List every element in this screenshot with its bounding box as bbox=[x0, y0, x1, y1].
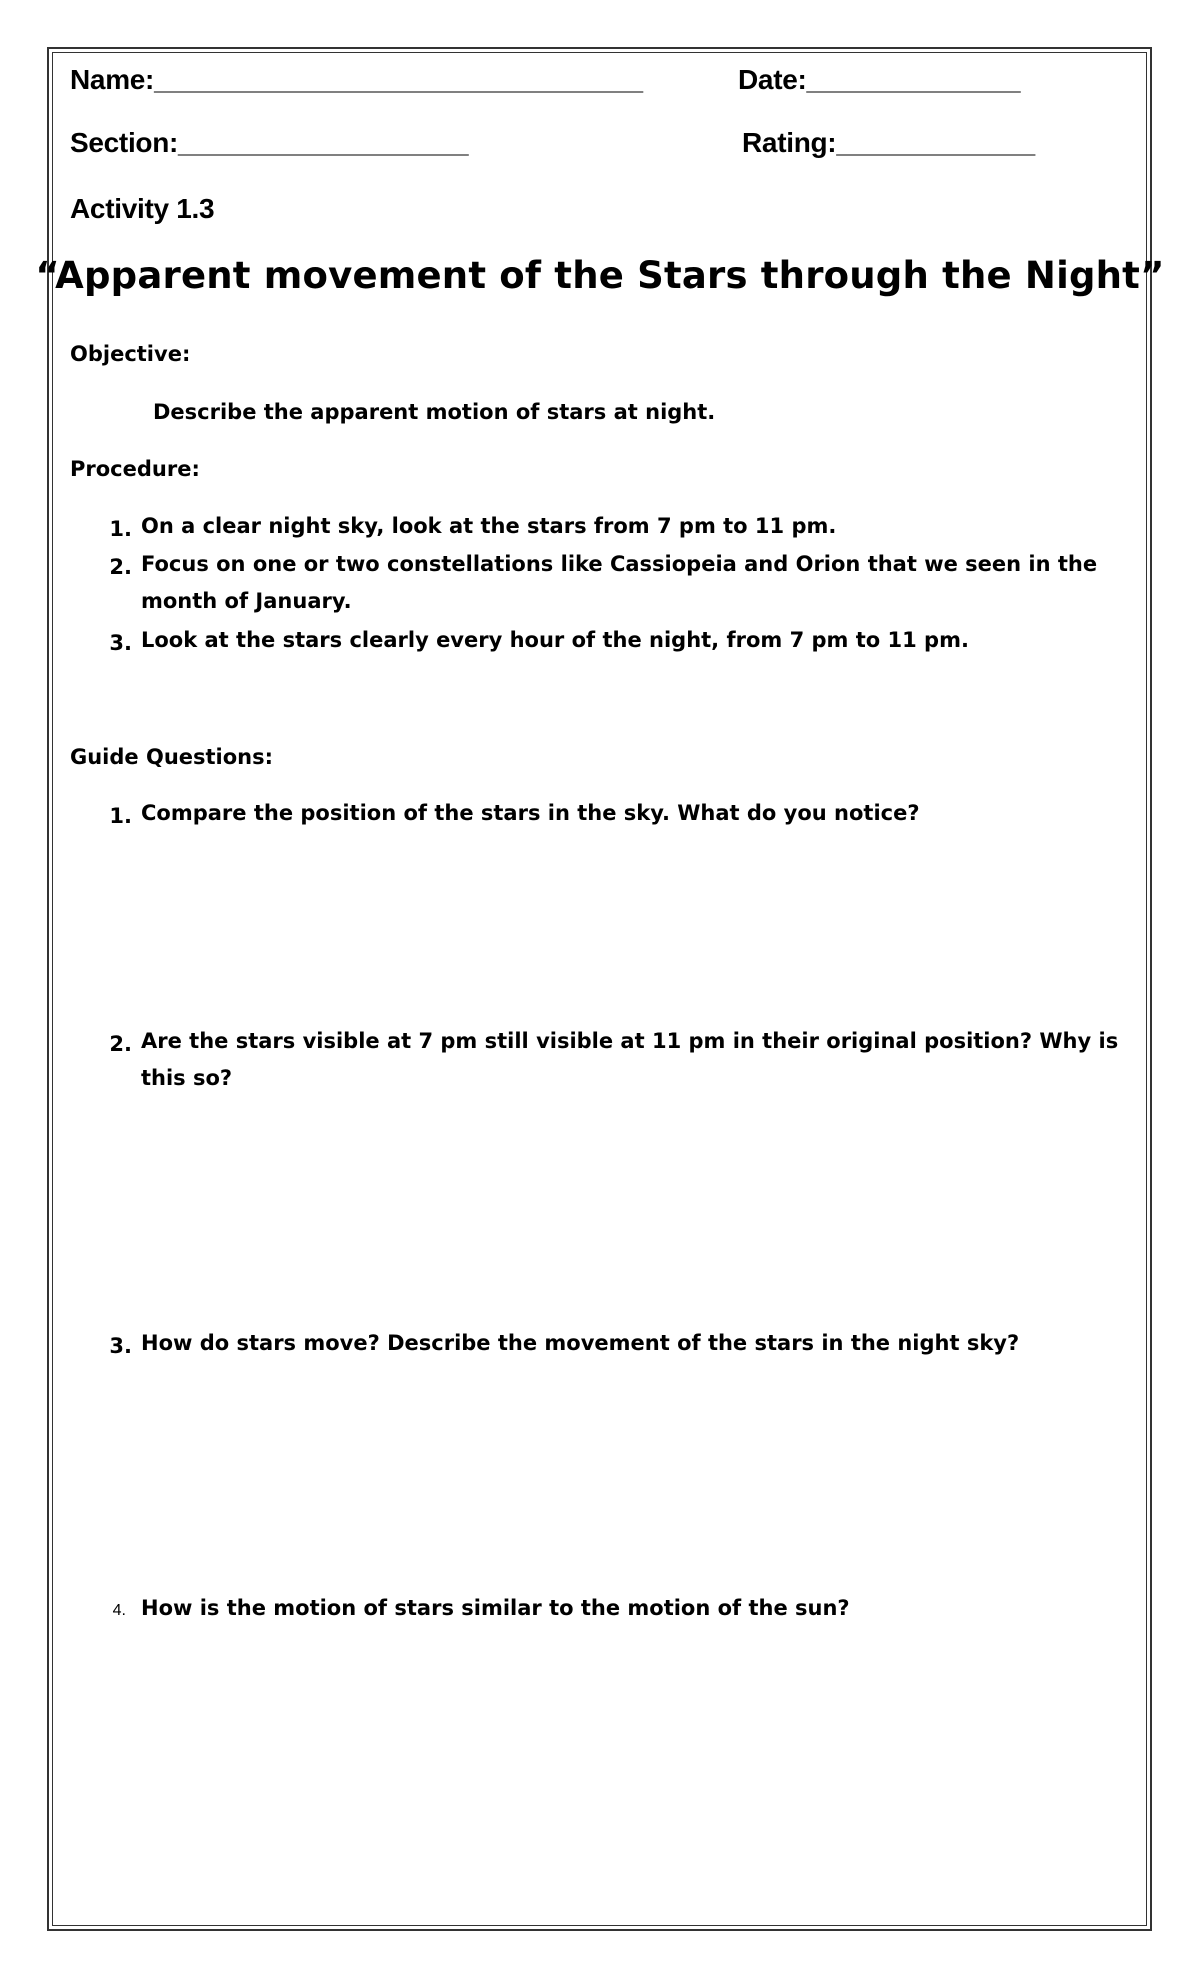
rating-field: Rating:_____________ bbox=[742, 127, 1035, 158]
procedure-heading: Procedure: bbox=[70, 457, 200, 481]
question-3: How do stars move? Describe the movement of the stars in the night sky? bbox=[141, 1331, 1020, 1355]
objective-heading: Objective: bbox=[70, 342, 191, 366]
procedure-item: On a clear night sky, look at the stars from 7 pm to 11 pm. bbox=[141, 514, 837, 538]
procedure-item-number: 1. bbox=[109, 517, 132, 541]
activity-number: Activity 1.3 bbox=[70, 193, 215, 224]
question-number: 1. bbox=[109, 804, 132, 828]
guide-questions-heading: Guide Questions: bbox=[70, 745, 274, 769]
procedure-item-number: 3. bbox=[109, 631, 132, 655]
activity-title: “Apparent movement of the Stars through the Night” bbox=[35, 254, 1165, 297]
question-number: 2. bbox=[109, 1032, 132, 1056]
date-field: Date:______________ bbox=[738, 64, 1021, 95]
section-field: Section:___________________ bbox=[70, 127, 469, 158]
question-number: 4. bbox=[112, 1602, 126, 1619]
procedure-item-line: month of January. bbox=[141, 589, 352, 613]
question-number: 3. bbox=[109, 1334, 132, 1358]
question-line: this so? bbox=[141, 1066, 233, 1090]
question-2 bbox=[141, 1023, 1118, 1097]
question-1: Compare the position of the stars in the sky. What do you notice? bbox=[141, 801, 920, 825]
procedure-item-line: Focus on one or two constellations like Cassiopeia and Orion that we seen in the bbox=[141, 552, 1098, 576]
question-line: Are the stars visible at 7 pm still visible at 11 pm in their original position? Why is bbox=[141, 1029, 1119, 1053]
objective-text: Describe the apparent motion of stars at night. bbox=[153, 400, 716, 424]
procedure-item: Look at the stars clearly every hour of the night, from 7 pm to 11 pm. bbox=[141, 628, 969, 652]
procedure-item-number: 2. bbox=[109, 555, 132, 579]
name-field: Name:________________________________ bbox=[70, 64, 643, 95]
question-4: How is the motion of stars similar to the motion of the sun? bbox=[141, 1596, 850, 1620]
procedure-item bbox=[141, 546, 1097, 620]
page-border-inner bbox=[52, 52, 1147, 1926]
